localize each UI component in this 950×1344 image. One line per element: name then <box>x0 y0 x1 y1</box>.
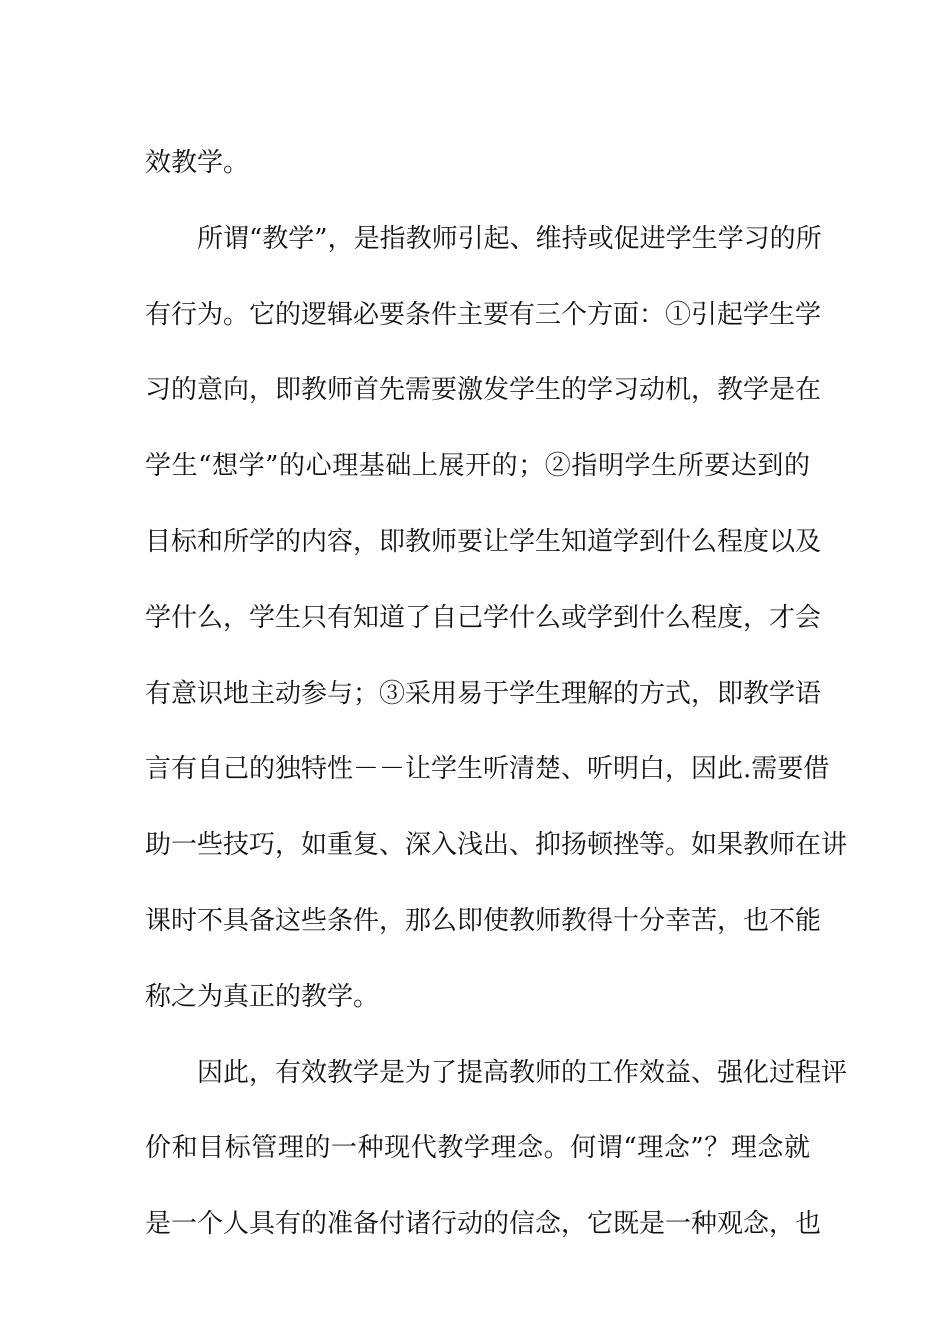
paragraph-line: 学生“想学”的心理基础上展开的；②指明学生所要达到的 <box>145 451 810 482</box>
paragraph-line: 有意识地主动参与；③采用易于学生理解的方式，即教学语 <box>145 678 822 709</box>
paragraph-line: 因此，有效教学是为了提高教师的工作效益、强化过程评 <box>197 1057 848 1088</box>
paragraph-line: 所谓“教学”，是指教师引起、维持或促进学生学习的所 <box>197 223 822 254</box>
paragraph-line: 效教学。 <box>145 148 250 178</box>
paragraph-line: 有行为。它的逻辑必要条件主要有三个方面：①引起学生学 <box>145 299 822 330</box>
paragraph-line: 价和目标管理的一种现代教学理念。何谓“理念”？理念就 <box>145 1133 810 1164</box>
paragraph-line: 称之为真正的教学。 <box>145 981 380 1012</box>
paragraph-line: 言有自己的独特性－－让学生听清楚、听明白，因此.需要借 <box>145 754 830 785</box>
paragraph-line: 习的意向，即教师首先需要激发学生的学习动机，教学是在 <box>145 375 822 406</box>
paragraph-line: 学什么，学生只有知道了自己学什么或学到什么程度，才会 <box>145 602 822 633</box>
document-body <box>145 126 848 1263</box>
paragraph-line: 是一个人具有的准备付诸行动的信念，它既是一种观念，也 <box>145 1209 822 1240</box>
paragraph-line: 课时不具备这些条件，那么即使教师教得十分幸苦，也不能 <box>145 905 822 936</box>
paragraph-line: 助一些技巧，如重复、深入浅出、抑扬顿挫等。如果教师在讲 <box>145 830 848 861</box>
paragraph-line: 目标和所学的内容，即教师要让学生知道学到什么程度以及 <box>145 526 822 557</box>
